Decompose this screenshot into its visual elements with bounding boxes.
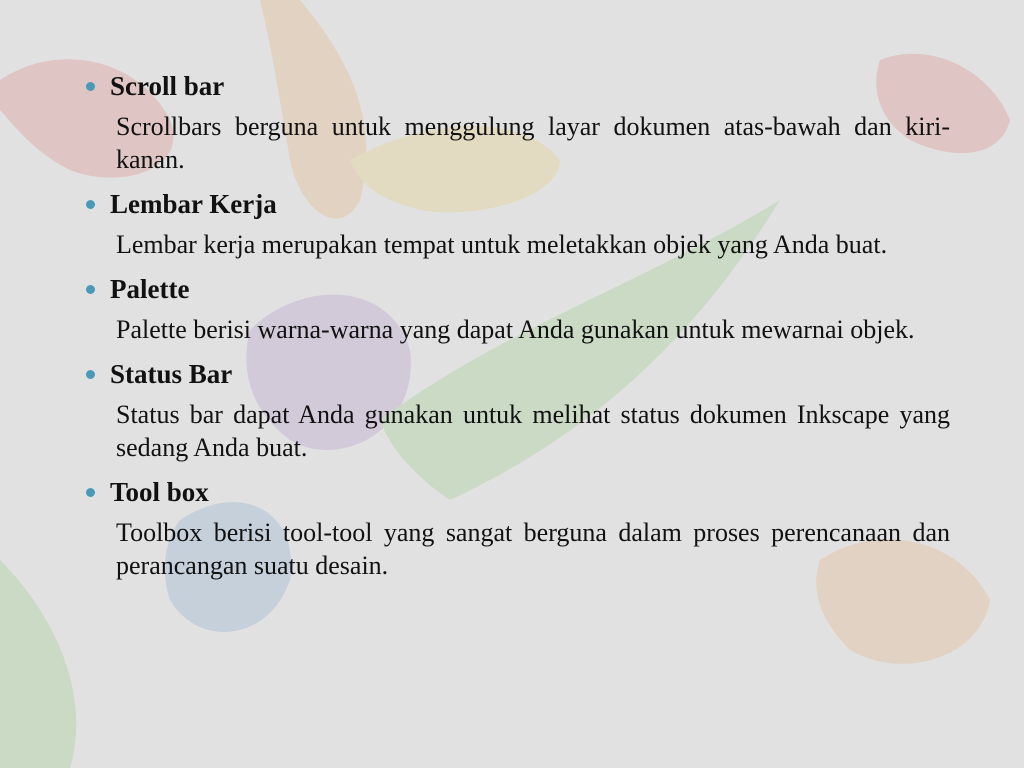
item-title: Scroll bar (110, 71, 225, 101)
item-description: Lembar kerja merupakan tempat untuk meletakkan objek yang Anda buat. (116, 230, 888, 259)
list-item-lembar-kerja (82, 184, 950, 261)
item-heading (82, 269, 950, 309)
item-title: Lembar Kerja (110, 189, 277, 219)
bullet-icon (86, 82, 95, 91)
item-heading (82, 66, 950, 106)
item-heading (82, 184, 950, 224)
item-title: Palette (110, 274, 190, 304)
item-description: Status bar dapat Anda gunakan untuk melihat status dokumen Inkscape yang sedang Anda buat. (116, 400, 950, 462)
item-heading (82, 354, 950, 394)
bullet-icon (86, 285, 95, 294)
bg-shape-green-2 (0, 560, 76, 768)
item-description: Toolbox berisi tool-tool yang sangat berguna dalam proses perencanaan dan perancangan suatu desain. (116, 518, 950, 580)
list-item-tool-box (82, 472, 950, 582)
item-description: Palette berisi warna-warna yang dapat Anda gunakan untuk mewarnai objek. (116, 315, 915, 344)
item-description: Scrollbars berguna untuk menggulung layar dokumen atas-bawah dan kiri-kanan. (116, 112, 950, 174)
bullet-list (82, 66, 950, 590)
item-title: Status Bar (110, 359, 233, 389)
list-item-palette (82, 269, 950, 346)
item-title: Tool box (110, 477, 209, 507)
list-item-status-bar (82, 354, 950, 464)
bullet-icon (86, 370, 95, 379)
bullet-icon (86, 200, 95, 209)
bullet-icon (86, 488, 95, 497)
item-heading (82, 472, 950, 512)
list-item-scroll-bar (82, 66, 950, 176)
